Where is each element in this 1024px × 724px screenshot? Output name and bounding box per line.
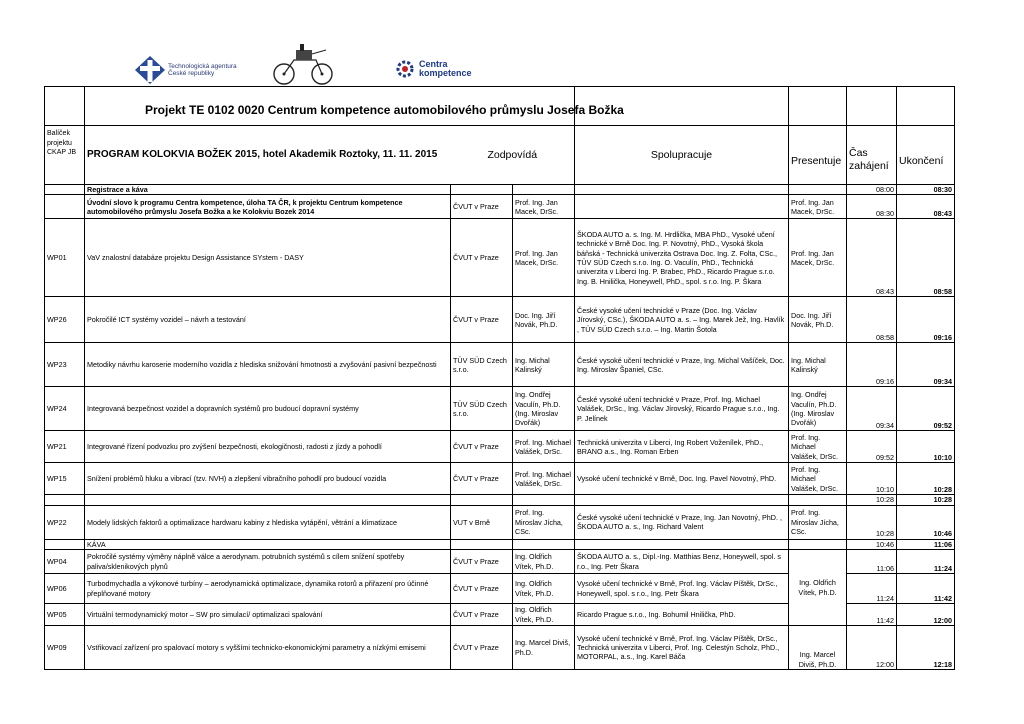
header-row <box>45 126 955 185</box>
start-time: 11:06 <box>847 550 897 574</box>
ck-line2: kompetence <box>419 68 472 78</box>
topic-cell: Virtuální termodynamický motor – SW pro simulací/ optimalizaci spalování <box>85 604 451 626</box>
start-time: 10:46 <box>847 539 897 549</box>
presenter-divis: Ing. Marcel Diviš, Ph.D. <box>789 626 847 670</box>
end-time: 10:28 <box>897 463 955 495</box>
end-time: 11:42 <box>897 574 955 604</box>
end-time: 09:16 <box>897 297 955 343</box>
topic-cell: KÁVA <box>85 539 451 549</box>
bozek-car-logo <box>270 42 340 86</box>
table-row: Úvodní slovo k programu Centra kompetence, úloha TA ČR, k projektu Centrum kompetence automobilového průmyslu Josefa Božka a ke Kolokviu Bozek 2014 ČVUT v Praze Prof. Ing. Jan Macek, DrSc. Prof. Ing. Jan Macek, DrSc. 08:30 08:43 <box>45 195 955 219</box>
table-row: WP04 Pokročilé systémy výměny náplně válce a aerodynam. potrubních systémů s cílem snížení spotřeby paliva/sklenikových plynů ČVUT v Praze Ing. Oldřich Vítek, Ph.D. ŠKODA AUTO a. s., Dipl.-Ing. Matthias Benz, Honeywell, spol. s r.o., Ing. Petr Škara Ing. Oldřich Vítek, Ph.D. 11:06 11:24 <box>45 550 955 574</box>
ta-name-line1: Technologická agentura <box>168 62 237 70</box>
header-cas-zahajeni: Čas zahájení <box>847 126 897 185</box>
end-time: 10:46 <box>897 505 955 539</box>
start-time: 11:24 <box>847 574 897 604</box>
end-time: 08:43 <box>897 195 955 219</box>
start-time: 08:00 <box>847 185 897 195</box>
topic-cell: Turbodmychadla a výkonové turbíny – aerodynamická optimalizace, dynamika rotorů a přiřazení pro účinné přeplňované motory <box>85 574 451 604</box>
header-balicek: Balíček projektu CKAP JB <box>45 126 85 185</box>
topic-cell: Registrace a káva <box>85 185 451 195</box>
ta-cr-logo <box>135 54 237 86</box>
start-time: 11:42 <box>847 604 897 626</box>
start-time: 10:10 <box>847 463 897 495</box>
table-row: WP09 Vstřikovací zařízení pro spalovací motory s vyššími technicko-ekonomickými parametry a nízkými emisemi ČVUT v Praze Ing. Marcel Diviš, Ph.D. Vysoké učení technické v Brně, Prof. Ing. Václav Píštěk, DrSc., Technická univerzita v Liberci, Prof. Ing. Celestýn Scholz, PhD., MOTORPAL, a.s., Ing. Karel Báča Ing. Marcel Diviš, Ph.D. 12:00 12:18 <box>45 626 955 670</box>
gear-icon <box>394 58 416 80</box>
header-presentuje: Presentuje <box>789 126 847 185</box>
topic-cell: Pokročilé systémy výměny náplně válce a aerodynam. potrubních systémů s cílem snížení spotřeby paliva/sklenikových plynů <box>85 550 451 574</box>
end-time: 09:34 <box>897 343 955 387</box>
title-row <box>45 87 955 126</box>
document-title: Projekt TE 0102 0020 Centrum kompetence automobilového průmyslu Josefa Božka <box>85 87 575 126</box>
table-row <box>45 539 955 549</box>
ta-cross-icon <box>135 56 165 84</box>
start-time: 09:16 <box>847 343 897 387</box>
table-row <box>45 185 955 195</box>
logo-strip <box>0 0 1024 86</box>
topic-cell: Úvodní slovo k programu Centra kompetence, úloha TA ČR, k projektu Centrum kompetence automobilového průmyslu Josefa Božka a ke Kolokviu Bozek 2014 <box>85 195 451 219</box>
header-ukonceni: Ukončení <box>897 126 955 185</box>
centra-kompetence-logo <box>394 58 472 80</box>
topic-cell: Integrované řízení podvozku pro zvýšení bezpečnosti, ekologičnosti, radosti z jízdy a pohodlí <box>85 431 451 463</box>
end-time: 12:00 <box>897 604 955 626</box>
topic-cell: Pokročilé ICT systémy vozidel – návrh a testování <box>85 297 451 343</box>
start-time: 08:30 <box>847 195 897 219</box>
topic-cell <box>85 495 451 505</box>
table-row: WP24 Integrovaná bezpečnost vozidel a dopravních systémů pro budoucí dopravní systémy TÜV SÜD Czech s.r.o. Ing. Ondřej Vaculín, Ph.D. (Ing. Miroslav Dvořák) České vysoké učení technické v Praze, Prof. Ing. Michael Valášek, DrSc., Ing. Václav Jírovský, Ricardo Prague s.r.o., Ing. P. Jelínek Ing. Ondřej Vaculín, Ph.D. (Ing. Miroslav Dvořák) 09:34 09:52 <box>45 387 955 431</box>
topic-cell: Metodiky návrhu karoserie moderního vozidla z hlediska snižování hmotnosti a zvyšování pasivní bezpečnosti <box>85 343 451 387</box>
end-time: 08:30 <box>897 185 955 195</box>
end-time: 11:24 <box>897 550 955 574</box>
topic-cell: VaV znalostní databáze projektu Design Assistance SYstem - DASY <box>85 219 451 297</box>
table-row: WP01 VaV znalostní databáze projektu Design Assistance SYstem - DASY ČVUT v Praze Prof. Ing. Jan Macek, DrSc. ŠKODA AUTO a. s. Ing. M. Hrdlička, MBA PhD., Vysoké učení technické v Brně Doc. Ing. P. Novotný, PhD., Vysoká škola báňská - Technická univerzita Ostrava Doc. Ing. Z. Folta, CSc., TÜV SÜD Czech s.r.o. Ing. O. Vaculín, PhD., Technická univerzita v Liberci Ing. P. Brabec, PhD., Ricardo Prague s.r.o. Ing. B. Hnilička, Honeywell, PhD., spol. s r.o. Ing. P. Škara Prof. Ing. Jan Macek, DrSc. 08:43 08:58 <box>45 219 955 297</box>
ta-name-line2: České republiky <box>168 70 215 77</box>
header-zodpovida: Zodpovídá <box>451 126 575 185</box>
table-row: WP06 Turbodmychadla a výkonové turbíny – aerodynamická optimalizace, dynamika rotorů a přiřazení pro účinné přeplňované motory ČVUT v Praze Ing. Oldřich Vítek, Ph.D. Vysoké učení technické v Brně, Prof. Ing. Václav Píštěk, DrSc., Honeywell, spol. s r.o., Ing. Petr Škara 11:24 11:42 <box>45 574 955 604</box>
topic-cell: Vstřikovací zařízení pro spalovací motory s vyššími technicko-ekonomickými parametry a nízkými emisemi <box>85 626 451 670</box>
topic-cell: Modely lidských faktorů a optimalizace hardwaru kabiny z hlediska vytápění, větrání a klimatizace <box>85 505 451 539</box>
start-time: 08:58 <box>847 297 897 343</box>
table-row: WP21 Integrované řízení podvozku pro zvýšení bezpečnosti, ekologičnosti, radosti z jízdy a pohodlí ČVUT v Praze Prof. Ing. Michael Valášek, DrSc. Technická univerzita v Liberci, Ing Robert Voženílek, PhD., BRANO a.s., Ing. Roman Erben Prof. Ing. Michael Valášek, DrSc. 09:52 10:10 <box>45 431 955 463</box>
start-time: 09:52 <box>847 431 897 463</box>
topic-cell: Integrovaná bezpečnost vozidel a dopravních systémů pro budoucí dopravní systémy <box>85 387 451 431</box>
start-time: 09:34 <box>847 387 897 431</box>
table-row: WP05 Virtuální termodynamický motor – SW pro simulací/ optimalizaci spalování ČVUT v Praze Ing. Oldřich Vítek, Ph.D. Ricardo Prague s.r.o., Ing. Bohumil Hnilička, PhD. 11:42 12:00 <box>45 604 955 626</box>
presenter-vitek: Ing. Oldřich Vítek, Ph.D. <box>789 550 847 626</box>
end-time: 10:28 <box>897 495 955 505</box>
table-row: WP15 Snížení problémů hluku a vibrací (tzv. NVH) a zlepšení vibračního pohodlí pro budoucí vozidla ČVUT v Praze Prof. Ing. Michael Valášek, DrSc. Vysoké učení technické v Brně, Doc. Ing. Pavel Novotný, PhD. Prof. Ing. Michael Valášek, DrSc. 10:10 10:28 <box>45 463 955 495</box>
header-spolupracuje: Spolupracuje <box>575 126 789 185</box>
program-table <box>44 86 955 670</box>
table-row: WP22 Modely lidských faktorů a optimalizace hardwaru kabiny z hlediska vytápění, větrání a klimatizace VUT v Brně Prof. Ing. Miroslav Jícha, CSc. České vysoké učení technické v Praze, Ing. Jan Novotný, PhD. , ŠKODA AUTO a. s., Ing. Richard Valent Prof. Ing. Miroslav Jícha, CSc. 10:28 10:46 <box>45 505 955 539</box>
topic-cell: Snížení problémů hluku a vibrací (tzv. NVH) a zlepšení vibračního pohodlí pro budoucí vozidla <box>85 463 451 495</box>
header-program: PROGRAM KOLOKVIA BOŽEK 2015, hotel Akademik Roztoky, 11. 11. 2015 <box>85 126 451 185</box>
end-time: 08:58 <box>897 219 955 297</box>
ck-line1: Centra <box>419 59 448 69</box>
start-time: 10:28 <box>847 495 897 505</box>
end-time: 09:52 <box>897 387 955 431</box>
end-time: 12:18 <box>897 626 955 670</box>
table-row <box>45 495 955 505</box>
start-time: 08:43 <box>847 219 897 297</box>
start-time: 10:28 <box>847 505 897 539</box>
end-time: 10:10 <box>897 431 955 463</box>
end-time: 11:06 <box>897 539 955 549</box>
start-time: 12:00 <box>847 626 897 670</box>
table-row: WP23 Metodiky návrhu karoserie moderního vozidla z hlediska snižování hmotnosti a zvyšování pasivní bezpečnosti TÜV SÜD Czech s.r.o. Ing. Michal Kalinský České vysoké učení technické v Praze, Ing. Michal Vašíček, Doc. Ing. Miroslav Španiel, CSc. Ing. Michal Kalinský 09:16 09:34 <box>45 343 955 387</box>
table-row: WP26 Pokročilé ICT systémy vozidel – návrh a testování ČVUT v Praze Doc. Ing. Jiří Novák, Ph.D. České vysoké učení technické v Praze (Doc. Ing. Václav Jírovský, CSc.), ŠKODA AUTO a. s. – Ing. Marek Jež, Ing. Havlík , TÜV SÜD Czech s.r.o. – Ing. Martin Šotola Doc. Ing. Jiří Novák, Ph.D. 08:58 09:16 <box>45 297 955 343</box>
